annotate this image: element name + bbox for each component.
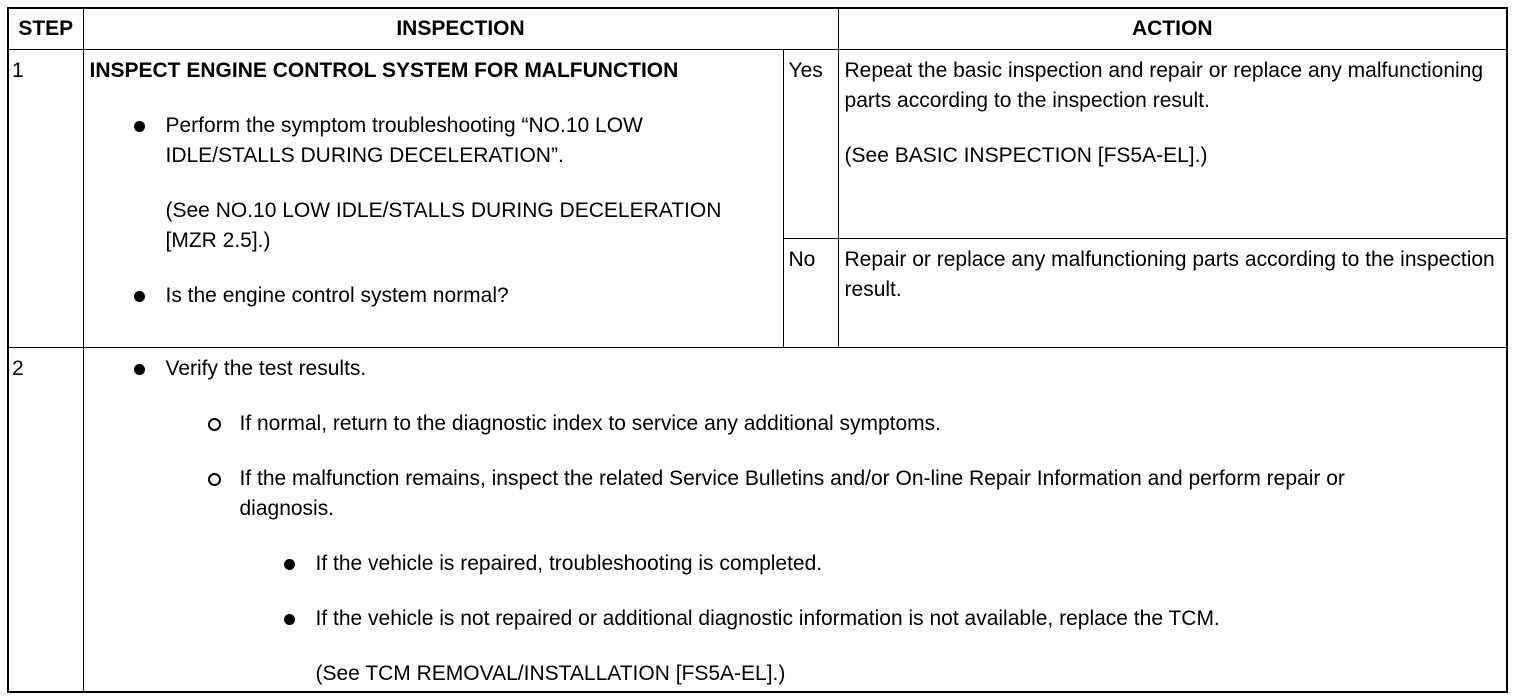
step1-yes-row [8,50,1507,239]
step2-inspection-cell [83,348,1507,693]
step2-number-cell [8,348,83,693]
step1-number-cell [8,50,83,348]
no-label: No [788,248,816,271]
hollow-bullet-icon [208,473,221,486]
bullet-item [90,111,777,171]
action-header: ACTION [838,8,1507,50]
inspection-header: INSPECTION [83,8,838,50]
yes-label-cell [783,50,838,239]
header-row [8,8,1507,50]
bullet-item [90,281,777,311]
bullet-item [90,354,1501,384]
no-action-text: Repair or replace any malfunctioning parts according to the inspection result. [844,248,1495,301]
inspection-title: INSPECT ENGINE CONTROL SYSTEM FOR MALFUNCTION [89,59,679,82]
yes-action-cell [838,50,1507,239]
sub-bullet-item [90,409,1501,439]
nested-bullet-text: If the vehicle is not repaired or additional diagnostic information is not available, replace the TCM. [315,607,1220,630]
nested-bullet-text: If the vehicle is repaired, troubleshooting is completed. [315,552,823,575]
step-number: 1 [12,59,24,82]
nested-bullet-item [90,549,1501,579]
step1-inspection-cell [83,50,783,348]
no-action-cell [838,239,1507,348]
bullet-text: Verify the test results. [165,357,367,380]
bullet-text: Perform the symptom troubleshooting “NO.10 LOW IDLE/STALLS DURING DECELERATION”. [165,114,643,167]
step-number: 2 [12,357,24,380]
nested-bullet-item [90,604,1501,634]
hollow-bullet-icon [208,418,221,431]
sub-bullet-text: If the malfunction remains, inspect the related Service Bulletins and/or On-line Repair Information and perform repair or diagnosis. [239,467,1345,520]
yes-reference-note: (See BASIC INSPECTION [FS5A-EL].) [844,144,1208,167]
no-label-cell [783,239,838,348]
diagnostic-table [7,7,1508,693]
sub-bullet-item [90,464,1501,524]
yes-action-text: Repeat the basic inspection and repair or replace any malfunctioning parts according to the inspection result. [844,59,1484,112]
bullet-icon [284,614,295,625]
bullet-text: Is the engine control system normal? [165,284,509,307]
reference-note: (See TCM REMOVAL/INSTALLATION [FS5A-EL].) [315,662,786,685]
step2-row [8,348,1507,693]
bullet-icon [134,364,145,375]
step-header: STEP [8,8,83,50]
bullet-icon [134,291,145,302]
yes-label: Yes [788,59,823,82]
sub-bullet-text: If normal, return to the diagnostic index to service any additional symptoms. [239,412,942,435]
bullet-icon [134,121,145,132]
reference-note: (See NO.10 LOW IDLE/STALLS DURING DECELERATION [MZR 2.5].) [165,199,722,252]
bullet-icon [284,559,295,570]
